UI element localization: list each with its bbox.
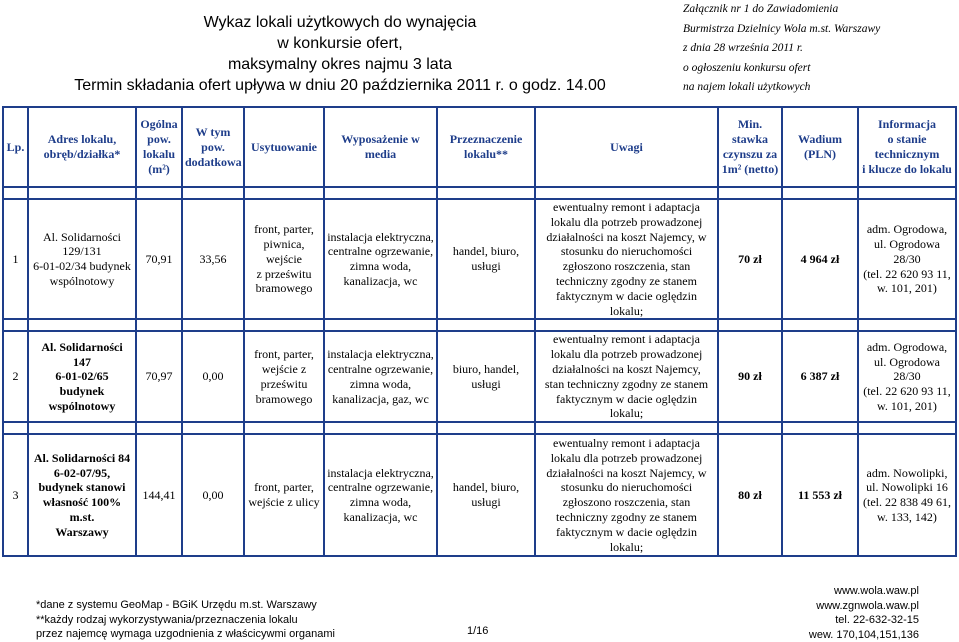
header-info: Informacja o stanie technicznym i klucze do lokalu [858,107,956,187]
cell-deposit: 6 387 zł [782,331,858,422]
cell-area: 70,91 [136,199,182,319]
table-row [3,199,956,319]
cell-address: Al. Solidarności 129/131 6-01-02/34 budynek wspólnotowy [28,199,136,319]
cell-rate: 80 zł [718,434,782,556]
cell-lp: 1 [3,199,28,319]
header-purpose: Przeznaczenie lokalu** [437,107,535,187]
header-lp: Lp. [3,107,28,187]
cell-purpose: handel, biuro, usługi [437,199,535,319]
title-line: Wykaz lokali użytkowych do wynajęcia [60,12,620,33]
document-title [60,12,620,96]
annex-line: na najem lokali użytkowych [683,78,880,98]
footnotes [36,598,335,642]
cell-notes: ewentualny remont i adaptacja lokalu dla potrzeb prowadzonej działalności na koszt Najemcy, w stosunku do nieruchomości zgłoszono roszczenia, stan techniczny zgodny ze stanem faktycznym w dacie oględzin lokalu; [535,199,718,319]
cell-additional-area: 33,56 [182,199,244,319]
cell-deposit: 11 553 zł [782,434,858,556]
annex-line: o ogłoszeniu konkursu ofert [683,59,880,79]
cell-additional-area: 0,00 [182,434,244,556]
cell-equipment: instalacja elektryczna, centralne ogrzewanie, zimna woda, kanalizacja, wc [324,434,437,556]
spacer-row [3,319,956,331]
premises-table [2,106,957,557]
header-additional-area: W tym pow. dodatkowa [182,107,244,187]
title-line: Termin składania ofert upływa w dniu 20 października 2011 r. o godz. 14.00 [60,75,620,96]
cell-deposit: 4 964 zł [782,199,858,319]
cell-address: Al. Solidarności 84 6-02-07/95, budynek stanowi własność 100% m.st. Warszawy [28,434,136,556]
header-location: Usytuowanie [244,107,324,187]
cell-additional-area: 0,00 [182,331,244,422]
cell-location: front, parter, piwnica, wejście z prześwitu bramowego [244,199,324,319]
annex-line: z dnia 28 września 2011 r. [683,39,880,59]
header-deposit: Wadium (PLN) [782,107,858,187]
title-line: maksymalny okres najmu 3 lata [60,54,620,75]
cell-notes: ewentualny remont i adaptacja lokalu dla potrzeb prowadzonej działalności na koszt Najemcy, stan techniczny zgodny ze stanem faktycznym w dacie oględzin lokalu; [535,331,718,422]
header-equipment: Wyposażenie w media [324,107,437,187]
cell-info: adm. Nowolipki, ul. Nowolipki 16 (tel. 22 838 49 61, w. 133, 142) [858,434,956,556]
cell-area: 70,97 [136,331,182,422]
footnote-line: *dane z systemu GeoMap - BGiK Urzędu m.st. Warszawy [36,598,335,613]
cell-area: 144,41 [136,434,182,556]
table-row [3,331,956,422]
contact-line: wew. 170,104,151,136 [809,628,919,642]
spacer-row [3,187,956,199]
header-rate: Min. stawka czynszu za 1m² (netto) [718,107,782,187]
header-area: Ogólna pow. lokalu (m²) [136,107,182,187]
footnote-line: **każdy rodzaj wykorzystywania/przeznaczenia lokalu [36,613,335,628]
contact-info [809,584,919,642]
contact-line: tel. 22-632-32-15 [809,613,919,628]
cell-info: adm. Ogrodowa, ul. Ogrodowa 28/30 (tel. 22 620 93 11, w. 101, 201) [858,331,956,422]
header-address: Adres lokalu, obręb/działka* [28,107,136,187]
annex-line: Załącznik nr 1 do Zawiadomienia [683,0,880,20]
cell-address: Al. Solidarności 147 6-01-02/65 budynek wspólnotowy [28,331,136,422]
header-row [3,107,956,187]
cell-lp: 3 [3,434,28,556]
annex-line: Burmistrza Dzielnicy Wola m.st. Warszawy [683,20,880,40]
cell-location: front, parter, wejście z ulicy [244,434,324,556]
spacer-row [3,422,956,434]
header-notes: Uwagi [535,107,718,187]
cell-equipment: instalacja elektryczna, centralne ogrzewanie, zimna woda, kanalizacja, wc [324,199,437,319]
footnote-line: przez najemcę wymaga uzgodnienia z właścicywmi organami [36,627,335,642]
cell-info: adm. Ogrodowa, ul. Ogrodowa 28/30 (tel. 22 620 93 11, w. 101, 201) [858,199,956,319]
contact-line: www.wola.waw.pl [809,584,919,599]
cell-notes: ewentualny remont i adaptacja lokalu dla potrzeb prowadzonej działalności na koszt Najemcy, w stosunku do nieruchomości zgłoszono roszczenia, stan techniczny zgodny ze stanem faktycznym w dacie oględzin lokalu; [535,434,718,556]
annex-note [683,0,880,98]
page-number: 1/16 [467,625,488,637]
table-row [3,434,956,556]
title-line: w konkursie ofert, [60,33,620,54]
cell-purpose: handel, biuro, usługi [437,434,535,556]
contact-line: www.zgnwola.waw.pl [809,599,919,614]
cell-equipment: instalacja elektryczna, centralne ogrzewanie, zimna woda, kanalizacja, gaz, wc [324,331,437,422]
cell-lp: 2 [3,331,28,422]
cell-location: front, parter, wejście z prześwitu bramowego [244,331,324,422]
cell-purpose: biuro, handel, usługi [437,331,535,422]
cell-rate: 70 zł [718,199,782,319]
cell-rate: 90 zł [718,331,782,422]
